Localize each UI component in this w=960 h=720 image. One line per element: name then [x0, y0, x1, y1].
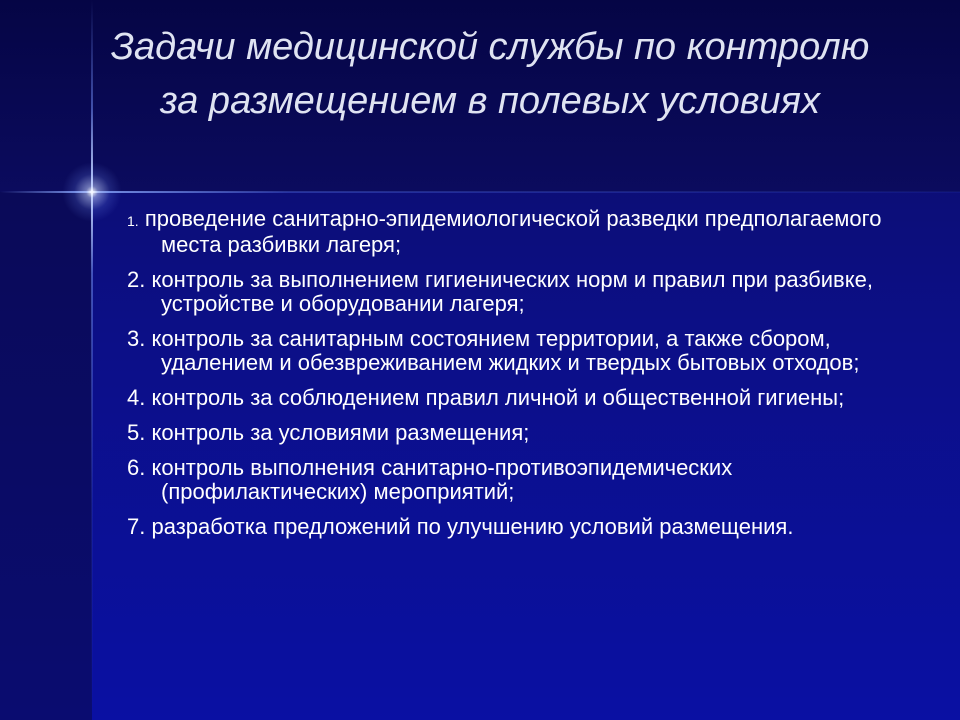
item-text: разработка предложений по улучшению условий размещения. [151, 514, 794, 539]
slide-title: Задачи медицинской службы по контролю за размещением в полевых условиях [110, 26, 870, 122]
item-text: контроль за соблюдением правил личной и общественной гигиены; [151, 385, 845, 410]
item-text: контроль выполнения санитарно-противоэпидемических (профилактических) мероприятий; [151, 455, 733, 504]
item-number: 3. [127, 326, 146, 351]
list-item [127, 207, 927, 257]
list-item [127, 386, 927, 410]
list-item [127, 421, 927, 445]
item-number: 1. [127, 213, 139, 229]
item-text: контроль за условиями размещения; [151, 420, 530, 445]
light-flare-icon [62, 162, 122, 222]
item-number: 2. [127, 267, 146, 292]
item-text: контроль за санитарным состоянием территории, а также сбором, удалением и обезвреживанием жидких и твердых бытовых отходов; [151, 326, 860, 375]
left-band [0, 192, 92, 720]
list-item [127, 327, 927, 375]
list-item [127, 456, 927, 504]
item-number: 4. [127, 385, 146, 410]
task-list [127, 207, 927, 550]
horizontal-glow-line [0, 191, 960, 193]
item-number: 5. [127, 420, 146, 445]
item-text: контроль за выполнением гигиенических норм и правил при разбивке, устройстве и оборудовании лагеря; [151, 267, 873, 316]
item-number: 7. [127, 514, 146, 539]
vertical-glow-line [91, 0, 93, 720]
item-text: проведение санитарно-эпидемиологической разведки предполагаемого места разбивки лагеря; [144, 206, 882, 257]
list-item [127, 268, 927, 316]
item-number: 6. [127, 455, 146, 480]
list-item [127, 515, 927, 539]
